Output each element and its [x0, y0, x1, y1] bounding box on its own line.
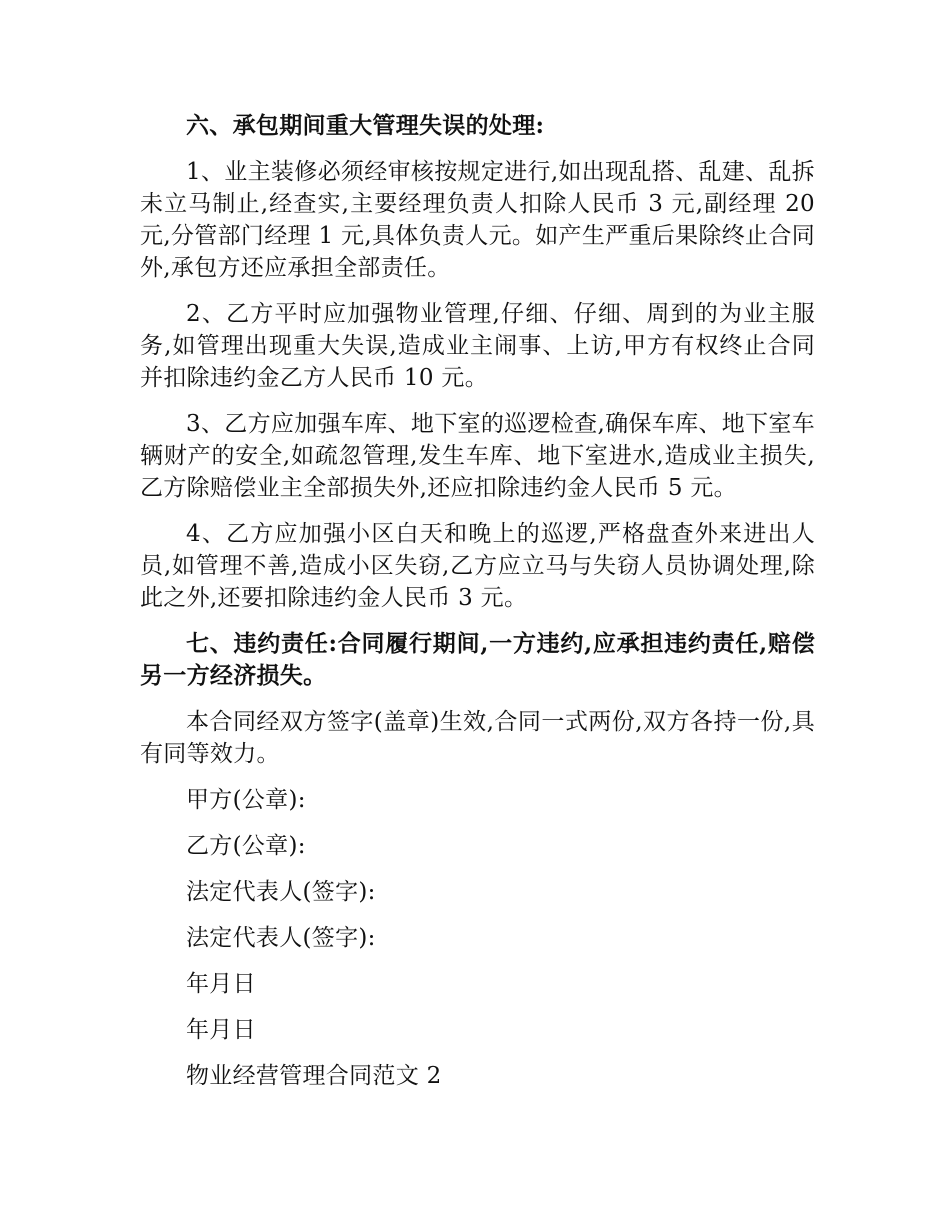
section-6-item-4: 4、乙方应加强小区白天和晚上的巡逻,严格盘查外来进出人员,如管理不善,造成小区失窃,乙方应立马与失窃人员协调处理,除此之外,还要扣除违约金人民币 3 元。: [140, 521, 815, 611]
section-7-heading: 七、违约责任:合同履行期间,一方违约,应承担违约责任,赔偿另一方经济损失。: [140, 630, 815, 689]
date-2-line: 年月日: [186, 1017, 256, 1043]
effect-clause: 本合同经双方签字(盖章)生效,合同一式两份,双方各持一份,具有同等效力。: [140, 709, 815, 767]
section-6-item-2: 2、乙方平时应加强物业管理,仔细、仔细、周到的为业主服务,如管理出现重大失误,造成业主闹事、上访,甲方有权终止合同并扣除违约金乙方人民币 10 元。: [140, 301, 815, 391]
section-6-item-1: 1、业主装修必须经审核按规定进行,如出现乱搭、乱建、乱拆未立马制止,经查实,主要经理负责人扣除人民币 3 元,副经理 20 元,分管部门经理 1 元,具体负责人元。如产生严重后果除终止合同外,承包方还应承担全部责任。: [140, 159, 815, 281]
date-1-line: 年月日: [186, 971, 256, 997]
legal-rep-1-line: 法定代表人(签字):: [186, 879, 376, 905]
section-6-item-3: 3、乙方应加强车库、地下室的巡逻检查,确保车库、地下室车辆财产的安全,如疏忽管理,发生车库、地下室进水,造成业主损失,乙方除赔偿业主全部损失外,还应扣除违约金人民币 5 元。: [140, 411, 815, 501]
party-a-seal-line: 甲方(公章):: [186, 787, 306, 813]
legal-rep-2-line: 法定代表人(签字):: [186, 925, 376, 951]
section-6-heading: 六、承包期间重大管理失误的处理:: [186, 112, 545, 139]
next-document-title: 物业经营管理合同范文 2: [186, 1063, 442, 1089]
party-b-seal-line: 乙方(公章):: [186, 833, 306, 859]
document-page: [140, 110, 815, 1092]
